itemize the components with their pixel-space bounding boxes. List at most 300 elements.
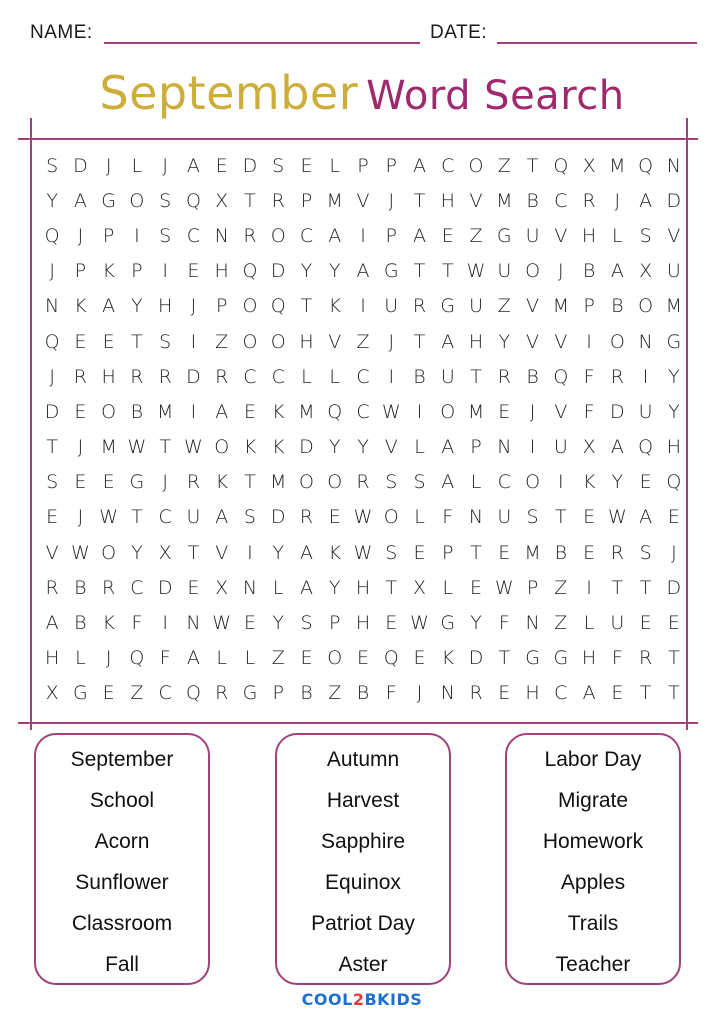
grid-cell[interactable]: E <box>667 612 680 635</box>
grid-cell[interactable]: T <box>668 682 680 705</box>
grid-cell[interactable]: W <box>381 400 401 423</box>
grid-cell[interactable]: T <box>498 647 511 670</box>
grid-cell[interactable]: E <box>611 682 624 705</box>
grid-cell[interactable]: M <box>270 471 287 494</box>
grid-cell[interactable]: J <box>416 682 423 705</box>
grid-cell[interactable]: V <box>526 330 540 353</box>
grid-cell[interactable]: R <box>610 365 624 388</box>
grid-cell[interactable]: D <box>270 506 286 529</box>
grid-cell[interactable]: J <box>671 541 677 564</box>
grid-cell[interactable]: F <box>131 612 143 635</box>
grid-cell[interactable]: K <box>74 295 87 318</box>
grid-cell[interactable]: H <box>355 576 371 599</box>
grid-cell[interactable]: W <box>127 436 147 459</box>
grid-cell[interactable]: F <box>498 612 510 635</box>
grid-cell[interactable]: H <box>101 365 116 388</box>
grid-cell[interactable]: T <box>131 330 143 353</box>
grid-cell[interactable]: A <box>45 612 59 635</box>
grid-cell[interactable]: Q <box>185 682 201 705</box>
grid-cell[interactable]: O <box>101 400 117 423</box>
grid-cell[interactable]: D <box>270 260 286 283</box>
grid-cell[interactable]: E <box>243 400 256 423</box>
grid-cell[interactable]: O <box>440 400 456 423</box>
grid-cell[interactable]: E <box>102 471 115 494</box>
grid-cell[interactable]: E <box>413 541 426 564</box>
grid-cell[interactable]: H <box>355 612 371 635</box>
grid-cell[interactable]: L <box>131 154 143 177</box>
grid-cell[interactable]: W <box>184 436 203 459</box>
grid-cell[interactable]: Y <box>328 576 341 599</box>
grid-cell[interactable]: F <box>385 682 397 705</box>
grid-cell[interactable]: Z <box>130 682 144 705</box>
grid-cell[interactable]: V <box>667 224 681 247</box>
grid-cell[interactable]: V <box>526 295 540 318</box>
grid-cell[interactable]: Q <box>327 400 343 423</box>
grid-cell[interactable]: J <box>49 365 55 388</box>
grid-cell[interactable]: M <box>298 400 315 423</box>
grid-cell[interactable]: M <box>609 154 626 177</box>
grid-cell[interactable]: D <box>468 647 484 670</box>
grid-cell[interactable]: P <box>470 436 482 459</box>
grid-cell[interactable]: B <box>356 682 370 705</box>
grid-cell[interactable]: L <box>329 154 341 177</box>
grid-cell[interactable]: A <box>639 506 653 529</box>
grid-cell[interactable]: I <box>162 612 168 635</box>
grid-cell[interactable]: X <box>413 576 427 599</box>
grid-cell[interactable]: R <box>73 365 87 388</box>
grid-cell[interactable]: G <box>440 295 456 318</box>
grid-cell[interactable]: P <box>300 189 313 212</box>
grid-cell[interactable]: H <box>440 189 455 212</box>
grid-cell[interactable]: S <box>385 541 398 564</box>
grid-cell[interactable]: E <box>583 506 596 529</box>
grid-cell[interactable]: B <box>526 189 539 212</box>
grid-cell[interactable]: A <box>639 189 653 212</box>
grid-cell[interactable]: G <box>129 471 145 494</box>
grid-cell[interactable]: K <box>271 400 285 423</box>
grid-cell[interactable]: K <box>328 295 341 318</box>
grid-cell[interactable]: E <box>583 541 596 564</box>
grid-cell[interactable]: R <box>158 365 172 388</box>
grid-cell[interactable]: E <box>74 471 87 494</box>
grid-cell[interactable]: P <box>442 541 454 564</box>
grid-cell[interactable]: T <box>526 154 539 177</box>
grid-cell[interactable]: J <box>49 260 55 283</box>
grid-cell[interactable]: L <box>272 576 284 599</box>
grid-cell[interactable]: H <box>44 647 60 670</box>
grid-cell[interactable]: V <box>554 400 568 423</box>
grid-cell[interactable]: K <box>215 471 228 494</box>
grid-cell[interactable]: T <box>413 189 426 212</box>
grid-cell[interactable]: A <box>299 576 313 599</box>
grid-cell[interactable]: M <box>100 436 117 459</box>
grid-cell[interactable]: J <box>105 154 112 177</box>
grid-cell[interactable]: J <box>162 154 168 177</box>
grid-cell[interactable]: U <box>525 224 540 247</box>
grid-cell[interactable]: R <box>356 471 370 494</box>
grid-cell[interactable]: O <box>270 330 286 353</box>
grid-cell[interactable]: Y <box>272 612 285 635</box>
grid-cell[interactable]: C <box>356 400 370 423</box>
grid-cell[interactable]: Y <box>300 260 313 283</box>
grid-cell[interactable]: M <box>552 295 570 318</box>
grid-cell[interactable]: S <box>413 471 426 494</box>
grid-cell[interactable]: D <box>44 400 60 423</box>
grid-cell[interactable]: B <box>300 682 313 705</box>
grid-cell[interactable]: S <box>300 612 313 635</box>
grid-cell[interactable]: B <box>413 365 426 388</box>
grid-cell[interactable]: T <box>555 506 567 529</box>
grid-cell[interactable]: O <box>638 295 654 318</box>
grid-cell[interactable]: E <box>413 647 426 670</box>
grid-cell[interactable]: N <box>666 154 681 177</box>
grid-cell[interactable]: D <box>73 154 88 177</box>
grid-cell[interactable]: N <box>214 224 229 247</box>
grid-cell[interactable]: I <box>360 295 366 318</box>
grid-cell[interactable]: R <box>582 189 596 212</box>
grid-cell[interactable]: Q <box>638 154 654 177</box>
grid-cell[interactable]: R <box>412 295 427 318</box>
grid-cell[interactable]: O <box>383 506 399 529</box>
grid-cell[interactable]: V <box>215 541 229 564</box>
grid-cell[interactable]: I <box>134 224 140 247</box>
grid-cell[interactable]: D <box>186 365 201 388</box>
grid-cell[interactable]: G <box>496 224 512 247</box>
grid-cell[interactable]: E <box>667 506 680 529</box>
grid-cell[interactable]: C <box>271 365 285 388</box>
grid-cell[interactable]: L <box>612 224 623 247</box>
grid-cell[interactable]: F <box>583 365 595 388</box>
grid-cell[interactable]: H <box>666 436 682 459</box>
grid-cell[interactable]: E <box>639 612 652 635</box>
grid-cell[interactable]: N <box>45 295 60 318</box>
grid-cell[interactable]: S <box>46 154 59 177</box>
grid-cell[interactable]: K <box>271 436 285 459</box>
grid-cell[interactable]: R <box>469 682 483 705</box>
grid-cell[interactable]: F <box>611 647 623 670</box>
grid-cell[interactable]: R <box>215 682 229 705</box>
grid-cell[interactable]: C <box>243 365 257 388</box>
grid-cell[interactable]: W <box>99 506 119 529</box>
grid-cell[interactable]: C <box>497 471 511 494</box>
grid-cell[interactable]: N <box>242 576 258 599</box>
grid-cell[interactable]: P <box>272 682 284 705</box>
grid-cell[interactable]: T <box>244 471 256 494</box>
grid-cell[interactable]: L <box>583 612 595 635</box>
grid-cell[interactable]: A <box>186 154 200 177</box>
grid-cell[interactable]: N <box>638 330 653 353</box>
grid-cell[interactable]: U <box>553 436 568 459</box>
grid-cell[interactable]: T <box>668 647 680 670</box>
grid-cell[interactable]: E <box>215 154 228 177</box>
grid-cell[interactable]: G <box>383 260 399 283</box>
grid-cell[interactable]: N <box>468 506 484 529</box>
grid-cell[interactable]: T <box>639 682 652 705</box>
grid-cell[interactable]: E <box>102 330 115 353</box>
grid-cell[interactable]: R <box>497 365 511 388</box>
grid-cell[interactable]: U <box>384 295 399 318</box>
grid-cell[interactable]: Y <box>272 541 285 564</box>
grid-cell[interactable]: D <box>666 576 682 599</box>
grid-cell[interactable]: M <box>467 400 485 423</box>
grid-cell[interactable]: S <box>243 506 256 529</box>
grid-cell[interactable]: C <box>441 154 455 177</box>
grid-cell[interactable]: T <box>159 436 171 459</box>
grid-cell[interactable]: I <box>642 365 649 388</box>
grid-cell[interactable]: U <box>638 400 653 423</box>
grid-cell[interactable]: N <box>440 682 455 705</box>
grid-cell[interactable]: C <box>554 682 568 705</box>
grid-cell[interactable]: K <box>102 612 115 635</box>
grid-cell[interactable]: D <box>610 400 625 423</box>
grid-cell[interactable]: U <box>440 365 455 388</box>
grid-cell[interactable]: H <box>468 330 484 353</box>
grid-cell[interactable]: A <box>441 436 455 459</box>
grid-cell[interactable]: D <box>242 154 258 177</box>
grid-cell[interactable]: K <box>328 541 341 564</box>
grid-cell[interactable]: Y <box>46 189 58 212</box>
grid-cell[interactable]: K <box>582 471 596 494</box>
grid-cell[interactable]: M <box>665 295 683 318</box>
grid-cell[interactable]: I <box>162 260 168 283</box>
grid-cell[interactable]: V <box>328 330 342 353</box>
grid-cell[interactable]: I <box>416 400 423 423</box>
grid-cell[interactable]: E <box>639 471 652 494</box>
grid-cell[interactable]: B <box>74 612 87 635</box>
grid-cell[interactable]: V <box>554 224 568 247</box>
grid-cell[interactable]: G <box>242 682 258 705</box>
grid-cell[interactable]: M <box>156 400 174 423</box>
grid-cell[interactable]: R <box>639 647 653 670</box>
grid-cell[interactable]: H <box>299 330 314 353</box>
grid-cell[interactable]: E <box>74 330 87 353</box>
grid-cell[interactable]: Q <box>553 154 569 177</box>
grid-cell[interactable]: Z <box>554 612 568 635</box>
grid-cell[interactable]: B <box>582 260 596 283</box>
grid-cell[interactable]: S <box>639 224 652 247</box>
grid-cell[interactable]: I <box>247 541 253 564</box>
grid-cell[interactable]: Q <box>44 330 60 353</box>
grid-cell[interactable]: H <box>214 260 229 283</box>
grid-cell[interactable]: G <box>525 647 540 670</box>
grid-cell[interactable]: T <box>244 189 256 212</box>
grid-cell[interactable]: I <box>529 436 536 459</box>
grid-cell[interactable]: A <box>73 189 87 212</box>
grid-cell[interactable]: B <box>554 541 568 564</box>
grid-cell[interactable]: I <box>558 471 564 494</box>
grid-cell[interactable]: E <box>441 224 454 247</box>
grid-cell[interactable]: Z <box>356 330 370 353</box>
grid-cell[interactable]: C <box>130 576 144 599</box>
grid-cell[interactable]: S <box>46 471 59 494</box>
grid-cell[interactable]: J <box>529 400 536 423</box>
grid-cell[interactable]: G <box>73 682 88 705</box>
grid-cell[interactable]: U <box>469 295 483 318</box>
grid-cell[interactable]: H <box>581 224 597 247</box>
grid-cell[interactable]: J <box>162 471 168 494</box>
grid-cell[interactable]: E <box>470 576 483 599</box>
grid-cell[interactable]: J <box>105 647 112 670</box>
grid-cell[interactable]: Q <box>185 189 201 212</box>
grid-cell[interactable]: T <box>187 541 200 564</box>
grid-cell[interactable]: X <box>45 682 59 705</box>
grid-cell[interactable]: T <box>470 541 482 564</box>
grid-cell[interactable]: E <box>187 260 200 283</box>
grid-cell[interactable]: W <box>212 612 232 635</box>
grid-cell[interactable]: T <box>46 436 58 459</box>
grid-cell[interactable]: C <box>158 682 172 705</box>
grid-cell[interactable]: L <box>301 365 312 388</box>
grid-cell[interactable]: R <box>45 576 59 599</box>
grid-cell[interactable]: A <box>186 647 200 670</box>
grid-cell[interactable]: L <box>75 647 86 670</box>
grid-cell[interactable]: X <box>639 260 653 283</box>
grid-cell[interactable]: Z <box>215 330 229 353</box>
grid-cell[interactable]: C <box>554 189 568 212</box>
grid-cell[interactable]: L <box>244 647 256 670</box>
grid-cell[interactable]: J <box>614 189 621 212</box>
grid-cell[interactable]: I <box>586 330 592 353</box>
grid-cell[interactable]: Y <box>498 330 511 353</box>
grid-cell[interactable]: S <box>272 154 285 177</box>
grid-cell[interactable]: W <box>70 541 90 564</box>
grid-cell[interactable]: Z <box>497 154 511 177</box>
grid-cell[interactable]: N <box>525 612 540 635</box>
grid-cell[interactable]: X <box>215 189 229 212</box>
grid-cell[interactable]: R <box>186 471 201 494</box>
grid-cell[interactable]: V <box>384 436 398 459</box>
grid-cell[interactable]: I <box>190 330 197 353</box>
grid-cell[interactable]: O <box>525 260 541 283</box>
grid-cell[interactable]: T <box>441 260 454 283</box>
grid-cell[interactable]: X <box>158 541 172 564</box>
grid-cell[interactable]: P <box>385 154 397 177</box>
grid-cell[interactable]: L <box>470 471 482 494</box>
grid-cell[interactable]: O <box>242 295 258 318</box>
grid-cell[interactable]: B <box>611 295 624 318</box>
grid-cell[interactable]: Z <box>328 682 342 705</box>
grid-cell[interactable]: Y <box>328 260 341 283</box>
grid-cell[interactable]: U <box>497 506 512 529</box>
grid-cell[interactable]: D <box>299 436 314 459</box>
grid-cell[interactable]: T <box>639 576 652 599</box>
grid-cell[interactable]: J <box>388 189 395 212</box>
grid-cell[interactable]: R <box>610 541 624 564</box>
grid-cell[interactable]: V <box>356 189 370 212</box>
grid-cell[interactable]: Q <box>383 647 399 670</box>
grid-cell[interactable]: P <box>357 154 369 177</box>
grid-cell[interactable]: A <box>413 154 427 177</box>
grid-cell[interactable]: Q <box>553 365 569 388</box>
grid-cell[interactable]: Q <box>638 436 654 459</box>
grid-cell[interactable]: E <box>498 400 511 423</box>
grid-cell[interactable]: P <box>526 576 539 599</box>
grid-cell[interactable]: D <box>157 576 173 599</box>
grid-cell[interactable]: P <box>74 260 87 283</box>
grid-cell[interactable]: G <box>666 330 682 353</box>
grid-cell[interactable]: T <box>470 365 482 388</box>
grid-cell[interactable]: O <box>327 647 343 670</box>
grid-cell[interactable]: Y <box>611 471 624 494</box>
grid-cell[interactable]: K <box>243 436 257 459</box>
grid-cell[interactable]: A <box>356 260 370 283</box>
grid-cell[interactable]: H <box>525 682 540 705</box>
grid-cell[interactable]: E <box>74 400 87 423</box>
grid-cell[interactable]: A <box>582 682 596 705</box>
grid-cell[interactable]: E <box>328 506 341 529</box>
grid-cell[interactable]: R <box>271 189 285 212</box>
grid-cell[interactable]: O <box>525 471 541 494</box>
grid-cell[interactable]: G <box>440 612 456 635</box>
grid-cell[interactable]: W <box>494 576 514 599</box>
grid-cell[interactable]: X <box>582 436 596 459</box>
grid-cell[interactable]: B <box>74 576 87 599</box>
grid-cell[interactable]: Q <box>242 260 258 283</box>
grid-cell[interactable]: Z <box>469 224 483 247</box>
grid-cell[interactable]: A <box>102 295 116 318</box>
grid-cell[interactable]: Z <box>271 647 285 670</box>
grid-cell[interactable]: C <box>356 365 370 388</box>
grid-cell[interactable]: R <box>299 506 314 529</box>
grid-cell[interactable]: Z <box>497 295 511 318</box>
grid-cell[interactable]: Q <box>129 647 145 670</box>
name-field[interactable] <box>104 42 420 44</box>
grid-cell[interactable]: S <box>159 330 172 353</box>
grid-cell[interactable]: L <box>216 647 227 670</box>
grid-cell[interactable]: L <box>414 436 425 459</box>
grid-cell[interactable]: O <box>327 471 343 494</box>
grid-cell[interactable]: H <box>158 295 173 318</box>
grid-cell[interactable]: A <box>215 400 229 423</box>
grid-cell[interactable]: J <box>190 295 197 318</box>
grid-cell[interactable]: F <box>442 506 454 529</box>
grid-cell[interactable]: P <box>102 224 115 247</box>
grid-cell[interactable]: S <box>159 189 172 212</box>
grid-cell[interactable]: W <box>466 260 486 283</box>
grid-cell[interactable]: Y <box>328 436 341 459</box>
grid-cell[interactable]: W <box>410 612 429 635</box>
grid-cell[interactable]: A <box>441 471 455 494</box>
grid-cell[interactable]: O <box>468 154 484 177</box>
grid-cell[interactable]: E <box>102 682 115 705</box>
grid-cell[interactable]: J <box>77 506 84 529</box>
grid-cell[interactable]: J <box>558 260 564 283</box>
grid-cell[interactable]: K <box>441 647 454 670</box>
grid-cell[interactable]: V <box>554 330 568 353</box>
grid-cell[interactable]: M <box>496 189 513 212</box>
grid-cell[interactable]: S <box>385 471 398 494</box>
grid-cell[interactable]: E <box>300 647 313 670</box>
grid-cell[interactable]: E <box>187 576 200 599</box>
grid-cell[interactable]: U <box>666 260 681 283</box>
grid-cell[interactable]: O <box>214 436 230 459</box>
grid-cell[interactable]: I <box>190 400 197 423</box>
grid-cell[interactable]: W <box>607 506 627 529</box>
grid-cell[interactable]: Y <box>131 541 143 564</box>
grid-cell[interactable]: R <box>130 365 144 388</box>
grid-cell[interactable]: I <box>360 224 366 247</box>
grid-cell[interactable]: E <box>356 647 369 670</box>
grid-cell[interactable]: O <box>101 541 117 564</box>
grid-cell[interactable]: C <box>158 506 172 529</box>
grid-cell[interactable]: P <box>215 295 228 318</box>
grid-cell[interactable]: B <box>130 400 144 423</box>
grid-cell[interactable]: X <box>582 154 596 177</box>
grid-cell[interactable]: A <box>299 541 313 564</box>
grid-cell[interactable]: U <box>497 260 512 283</box>
grid-cell[interactable]: A <box>610 260 624 283</box>
grid-cell[interactable]: O <box>129 189 145 212</box>
